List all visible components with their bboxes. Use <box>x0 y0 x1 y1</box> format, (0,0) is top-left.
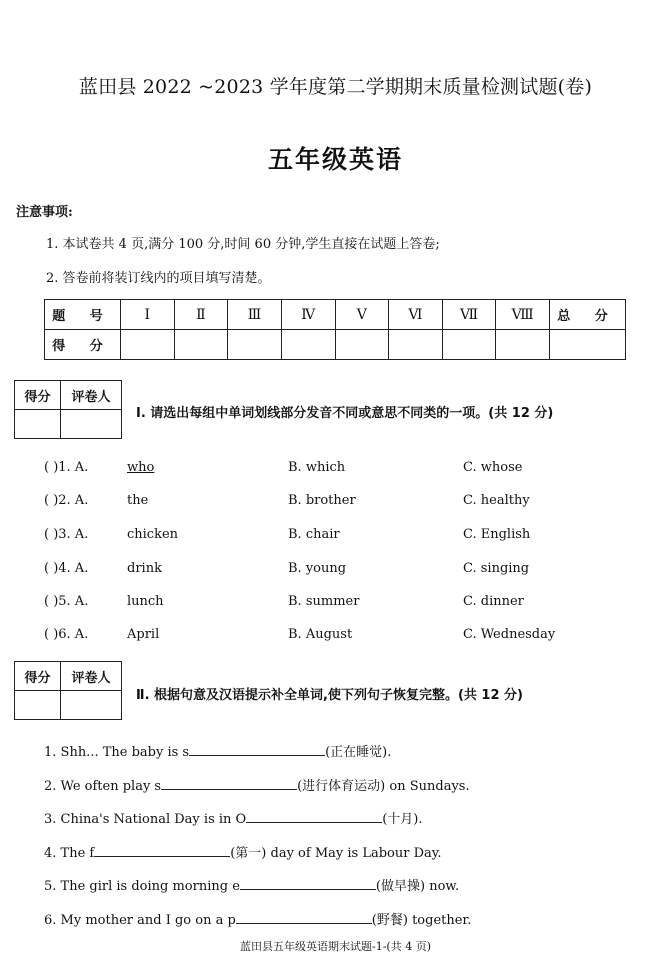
note-item: 1. 本试卷共 4 页,满分 100 分,时间 60 分钟,学生直接在试题上答卷; <box>46 237 440 252</box>
option-c: C. whose <box>463 460 523 475</box>
score-table-cell: Ⅶ <box>442 300 496 330</box>
sentence-text: together. <box>407 913 472 928</box>
option-b: B. summer <box>288 594 360 609</box>
answer-blank[interactable] <box>240 875 376 890</box>
section2-heading: Ⅱ. 根据句意及汉语提示补全单词,使下列句子恢复完整。(共 12 分) <box>136 688 523 703</box>
score-cell[interactable] <box>228 330 282 360</box>
answer-blank[interactable] <box>94 842 230 857</box>
answer-blank[interactable] <box>161 775 297 790</box>
sentence-hint: (做早操) <box>375 879 426 894</box>
sentence-hint: (第一) <box>230 846 267 861</box>
score-table <box>44 299 626 360</box>
score-table-cell: 总 分 <box>550 300 626 330</box>
question-number: ( )5. A. <box>44 594 89 609</box>
score-cell[interactable] <box>281 330 335 360</box>
option-a: the <box>127 493 149 508</box>
score-cell[interactable] <box>496 330 550 360</box>
grader-box <box>14 380 122 439</box>
sentence-text: 6. My mother and I go on a p <box>44 913 236 928</box>
question-number: ( )1. A. <box>44 460 89 475</box>
grader-score-cell[interactable] <box>15 691 61 720</box>
question-number: ( )6. A. <box>44 627 89 642</box>
question-number: ( )4. A. <box>44 561 89 576</box>
option-a: who <box>127 460 155 475</box>
sentence-hint: (进行体育运动) <box>297 779 386 794</box>
grader-name-label: 评卷人 <box>61 662 122 691</box>
grader-box <box>14 661 122 720</box>
score-table-cell: Ⅱ <box>174 300 228 330</box>
score-table-cell: Ⅵ <box>389 300 443 330</box>
fill-sentence <box>44 875 459 894</box>
sentence-text: 4. The f <box>44 846 95 861</box>
grader-score-label: 得分 <box>15 662 61 691</box>
fill-sentence <box>44 775 470 794</box>
sentence-text: 5. The girl is doing morning e <box>44 879 240 894</box>
grader-name-label: 评卷人 <box>61 381 122 410</box>
answer-blank[interactable] <box>246 808 382 823</box>
fill-sentence <box>44 909 471 928</box>
option-c: C. healthy <box>463 493 530 508</box>
question-number: ( )3. A. <box>44 527 89 542</box>
option-c: C. English <box>463 527 531 542</box>
fill-sentence <box>44 741 391 760</box>
sentence-text: 2. We often play s <box>44 779 162 794</box>
grader-score-cell[interactable] <box>15 410 61 439</box>
option-b: B. which <box>288 460 346 475</box>
sentence-text: 3. China's National Day is in O <box>44 812 247 827</box>
grader-name-cell[interactable] <box>61 410 122 439</box>
note-item: 2. 答卷前将装订线内的项目填写清楚。 <box>46 271 271 286</box>
score-cell[interactable] <box>442 330 496 360</box>
score-table-header-row <box>45 300 626 330</box>
score-table-cell: Ⅷ <box>496 300 550 330</box>
sentence-text: day of May is Labour Day. <box>266 846 442 861</box>
score-row-label: 得 分 <box>45 330 121 360</box>
option-b: B. young <box>288 561 347 576</box>
option-a: lunch <box>127 594 164 609</box>
exam-title: 蓝田县 2022 ~2023 学年度第二学期期末质量检测试题(卷) <box>78 76 593 98</box>
score-cell[interactable] <box>174 330 228 360</box>
option-c: C. dinner <box>463 594 524 609</box>
score-table-cell: Ⅳ <box>281 300 335 330</box>
score-table-cell: Ⅴ <box>335 300 389 330</box>
option-b: B. brother <box>288 493 356 508</box>
option-c: C. singing <box>463 561 530 576</box>
page-footer: 蓝田县五年级英语期末试题-1-(共 4 页) <box>239 940 431 953</box>
answer-blank[interactable] <box>189 741 325 756</box>
score-table-cell: 题 号 <box>45 300 121 330</box>
score-table-cell: Ⅰ <box>121 300 175 330</box>
fill-sentence <box>44 842 442 861</box>
score-cell[interactable] <box>335 330 389 360</box>
sentence-hint: (野餐) <box>371 913 408 928</box>
score-cell[interactable] <box>550 330 626 360</box>
sentence-text: 1. Shh... The baby is s <box>44 745 190 760</box>
fill-sentence <box>44 808 422 827</box>
option-a: drink <box>127 561 162 576</box>
score-table-score-row <box>45 330 626 360</box>
exam-subtitle: 五年级英语 <box>267 145 403 174</box>
sentence-hint: (十月). <box>382 812 423 827</box>
sentence-text: now. <box>425 879 460 894</box>
sentence-hint: (正在睡觉). <box>325 745 392 760</box>
option-c: C. Wednesday <box>463 627 556 642</box>
option-b: B. chair <box>288 527 340 542</box>
sentence-text: on Sundays. <box>385 779 470 794</box>
question-number: ( )2. A. <box>44 493 89 508</box>
section1-heading: Ⅰ. 请选出每组中单词划线部分发音不同或意思不同类的一项。(共 12 分) <box>136 406 554 421</box>
score-cell[interactable] <box>389 330 443 360</box>
score-cell[interactable] <box>121 330 175 360</box>
grader-score-label: 得分 <box>15 381 61 410</box>
notes-heading: 注意事项: <box>16 205 73 220</box>
score-table-cell: Ⅲ <box>228 300 282 330</box>
answer-blank[interactable] <box>236 909 372 924</box>
grader-name-cell[interactable] <box>61 691 122 720</box>
option-b: B. August <box>288 627 353 642</box>
option-a: chicken <box>127 527 179 542</box>
option-a: April <box>127 627 160 642</box>
